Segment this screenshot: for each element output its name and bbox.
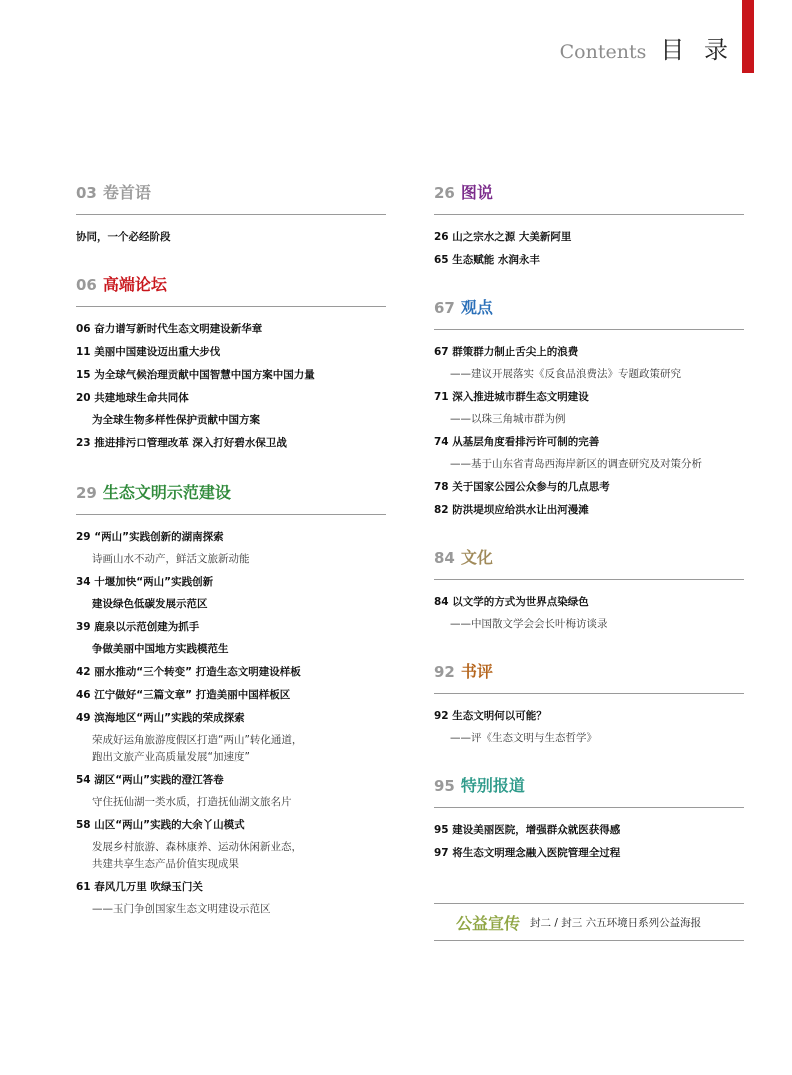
section-title: 卷首语 — [102, 183, 151, 202]
entry-subtitle: ——评《生态文明与生态哲学》 — [450, 732, 597, 744]
toc-entry[interactable] — [76, 390, 386, 429]
section-rule — [434, 329, 744, 330]
toc-entry[interactable] — [76, 367, 386, 384]
toc-section — [434, 295, 744, 525]
section-rule — [76, 514, 386, 515]
entry-subtitle: ——基于山东省青岛西海岸新区的调查研究及对策分析 — [450, 458, 702, 470]
toc-section — [434, 180, 744, 275]
page-header — [560, 30, 734, 65]
entry-title-line: 78 关于国家公园公众参与的几点思考 — [434, 481, 610, 493]
entry-subtitle: ——以珠三角城市群为例 — [450, 413, 566, 425]
entry-title-line: 23 推进排污口管理改革 深入打好碧水保卫战 — [76, 437, 287, 449]
ad-title: 公益宣传 — [456, 913, 521, 933]
toc-section — [434, 545, 744, 639]
section-number: 95 — [434, 777, 455, 795]
entry-title-line: 15 为全球气候治理贡献中国智慧中国方案中国力量 — [76, 369, 315, 381]
toc-entry[interactable] — [76, 529, 386, 568]
toc-entry[interactable] — [76, 321, 386, 338]
section-heading — [434, 773, 744, 799]
entry-subtitle: ——中国散文学会会长叶梅访谈录 — [450, 618, 608, 630]
section-heading — [76, 180, 386, 206]
toc-entry[interactable] — [76, 687, 386, 704]
entry-subtitle: 跑出文旅产业高质量发展“加速度” — [92, 751, 250, 763]
ad-section — [434, 903, 744, 941]
section-title: 书评 — [460, 662, 493, 681]
entry-title-line: 协同，一个必经阶段 — [76, 231, 171, 243]
entry-title-line: 71 深入推进城市群生态文明建设 — [434, 391, 589, 403]
toc-section — [434, 659, 744, 753]
section-number: 26 — [434, 184, 455, 202]
toc-entry[interactable] — [434, 708, 744, 747]
entry-title-line: 95 建设美丽医院，增强群众就医获得感 — [434, 824, 621, 836]
toc-entry[interactable] — [434, 479, 744, 496]
entry-title-line: 54 湖区“两山”实践的澄江答卷 — [76, 774, 224, 786]
entry-title-line: 42 丽水推动“三个转变” 打造生态文明建设样板 — [76, 666, 301, 678]
toc-entry[interactable] — [76, 344, 386, 361]
entry-subtitle: 建设绿色低碳发展示范区 — [92, 598, 208, 610]
toc-entry[interactable] — [434, 344, 744, 383]
entry-title-line: 67 群策群力制止舌尖上的浪费 — [434, 346, 579, 358]
toc-entry[interactable] — [76, 435, 386, 452]
entry-title-line: 06 奋力谱写新时代生态文明建设新华章 — [76, 323, 263, 335]
entry-subtitle: 发展乡村旅游、森林康养、运动休闲新业态， — [92, 841, 302, 853]
toc-entry[interactable] — [76, 772, 386, 811]
entry-subtitle: 共建共享生态产品价值实现成果 — [92, 858, 239, 870]
entry-title-line: 26 山之宗水之源 大美新阿里 — [434, 231, 572, 243]
toc-section — [434, 773, 744, 868]
toc-entry[interactable] — [434, 845, 744, 862]
entry-title-line: 97 将生态文明理念融入医院管理全过程 — [434, 847, 621, 859]
toc-entry[interactable] — [76, 229, 386, 246]
section-title: 高端论坛 — [102, 275, 167, 294]
entry-title-line: 49 滨海地区“两山”实践的荣成探索 — [76, 712, 245, 724]
entry-title-line: 65 生态赋能 水润永丰 — [434, 254, 540, 266]
entry-subtitle: ——玉门争创国家生态文明建设示范区 — [92, 903, 271, 915]
section-number: 03 — [76, 184, 97, 202]
left-column — [76, 180, 386, 924]
entry-title-line: 46 江宁做好“三篇文章” 打造美丽中国样板区 — [76, 689, 291, 701]
entry-title-line: 74 从基层角度看排污许可制的完善 — [434, 436, 600, 448]
toc-entry[interactable] — [434, 434, 744, 473]
section-rule — [76, 306, 386, 307]
entry-title-line: 58 山区“两山”实践的大余丫山模式 — [76, 819, 245, 831]
toc-section — [76, 272, 386, 458]
toc-entry[interactable] — [76, 619, 386, 658]
section-heading — [76, 480, 386, 506]
toc-entry[interactable] — [76, 664, 386, 681]
ad-text: 封二 / 封三 六五环境日系列公益海报 — [530, 916, 702, 929]
section-number: 67 — [434, 299, 455, 317]
section-title: 生态文明示范建设 — [102, 483, 231, 502]
entry-subtitle: 诗画山水不动产，鲜活文旅新动能 — [92, 553, 250, 565]
toc-entry[interactable] — [76, 879, 386, 918]
entry-subtitle: 为全球生物多样性保护贡献中国方案 — [92, 414, 260, 426]
entry-subtitle: 守住抚仙湖一类水质，打造抚仙湖文旅名片 — [92, 796, 292, 808]
toc-entry[interactable] — [76, 817, 386, 873]
section-number: 84 — [434, 549, 455, 567]
section-title: 图说 — [460, 183, 493, 202]
toc-section — [76, 180, 386, 252]
section-rule — [76, 214, 386, 215]
toc-entry[interactable] — [76, 574, 386, 613]
section-heading — [434, 180, 744, 206]
entry-title-line: 34 十堰加快“两山”实践创新 — [76, 576, 214, 588]
section-number: 29 — [76, 484, 97, 502]
entry-title-line: 84 以文学的方式为世界点染绿色 — [434, 596, 589, 608]
section-heading — [434, 295, 744, 321]
toc-entry[interactable] — [434, 229, 744, 246]
right-column — [434, 180, 744, 868]
section-number: 92 — [434, 663, 455, 681]
entry-title-line: 61 春风几万里 吹绿玉门关 — [76, 881, 203, 893]
toc-section — [76, 480, 386, 924]
entry-title-line: 82 防洪堤坝应给洪水让出河漫滩 — [434, 504, 589, 516]
entry-title-line: 11 美丽中国建设迈出重大步伐 — [76, 346, 221, 358]
toc-entry[interactable] — [434, 822, 744, 839]
section-title: 文化 — [460, 548, 493, 567]
toc-entry[interactable] — [76, 710, 386, 766]
toc-entry[interactable] — [434, 252, 744, 269]
red-corner-bar — [742, 0, 754, 73]
entry-subtitle: ——建议开展落实《反食品浪费法》专题政策研究 — [450, 368, 681, 380]
section-rule — [434, 693, 744, 694]
section-rule — [434, 807, 744, 808]
toc-entry[interactable] — [434, 502, 744, 519]
contents-label: Contents — [559, 41, 647, 63]
toc-entry[interactable] — [434, 594, 744, 633]
section-heading — [434, 545, 744, 571]
entry-subtitle: 荣成好运角旅游度假区打造“两山”转化通道， — [92, 734, 303, 746]
entry-title-line: 39 鹿泉以示范创建为抓手 — [76, 621, 200, 633]
section-heading — [434, 659, 744, 685]
toc-entry[interactable] — [434, 389, 744, 428]
section-title: 观点 — [460, 298, 493, 317]
section-number: 06 — [76, 276, 97, 294]
entry-title-line: 20 共建地球生命共同体 — [76, 392, 189, 404]
section-title: 特别报道 — [460, 776, 525, 795]
section-heading — [76, 272, 386, 298]
entry-title-line: 92 生态文明何以可能？ — [434, 710, 547, 722]
section-rule — [434, 214, 744, 215]
entry-title-line: 29 “两山”实践创新的湖南探索 — [76, 531, 224, 543]
section-rule — [434, 579, 744, 580]
page-title: 目 录 — [660, 36, 734, 64]
entry-subtitle: 争做美丽中国地方实践模范生 — [92, 643, 229, 655]
